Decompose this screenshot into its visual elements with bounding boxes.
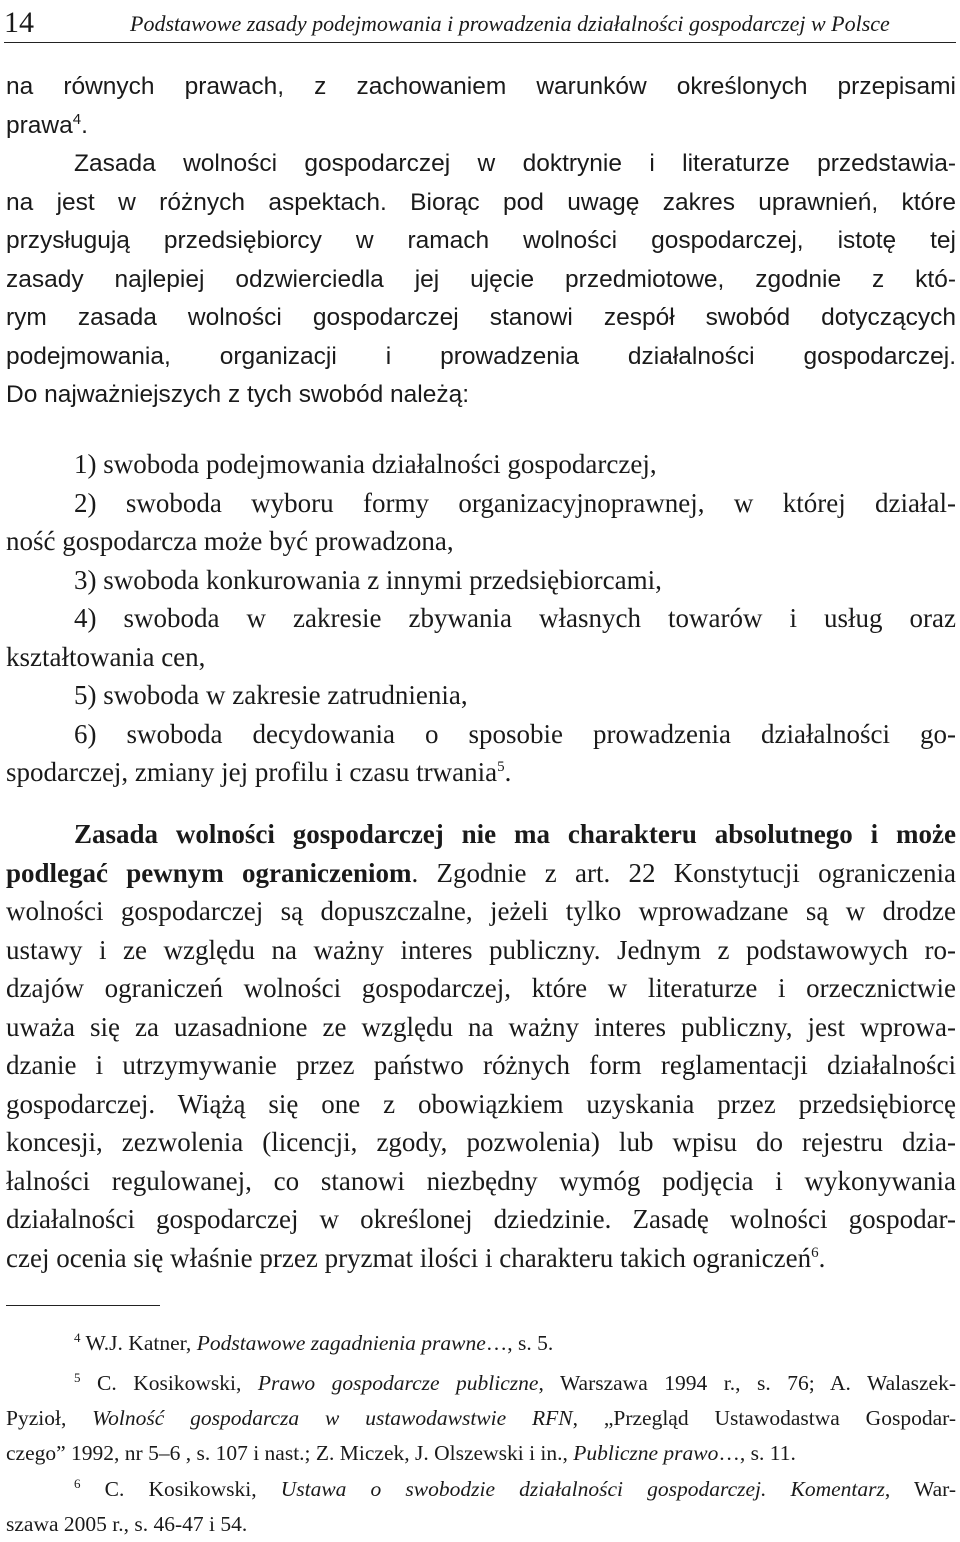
list-item-continuation: kształtowania cen, bbox=[6, 641, 206, 672]
list-item: 3) swoboda konkurowania z innymi przedsiębiorcami, bbox=[74, 564, 662, 595]
list-item-continuation: spodarczej, zmiany jej profilu i czasu trwania$^5$. bbox=[6, 757, 512, 787]
text-line: podlegać pewnym ograniczeniom. Zgodnie z art. 22 Konstytucji ograniczenia bbox=[6, 857, 956, 888]
footnote-ref-4: 4 bbox=[72, 110, 82, 128]
text-line: ustawy i ze względu na ważny interes publiczny. Jednym z podstawowych ro- bbox=[6, 934, 956, 965]
text-line: podejmowania, organizacji i prowadzenia działalności gospodarczej. bbox=[6, 342, 956, 370]
list-item: 2) swoboda wyboru formy organizacyjnoprawnej, w której działal- bbox=[74, 487, 956, 518]
list-item: 6) swoboda decydowania o sposobie prowadzenia działalności go- bbox=[74, 718, 956, 749]
running-header bbox=[4, 4, 956, 43]
bold-phrase: podlegać pewnym ograniczeniom bbox=[6, 857, 412, 888]
text-line: rym zasada wolności gospodarczej stanowi zespół swobód dotyczących bbox=[6, 304, 956, 331]
paragraph-limitations bbox=[6, 815, 956, 1277]
text-line: gospodarczej. Wiążą się one z obowiązkiem uzyskania przez przedsiębiorcę bbox=[6, 1088, 956, 1119]
text-line: Do najważniejszych z tych swobód należą: bbox=[6, 381, 470, 408]
footnote-line: $^4$ W.J. Katner, Podstawowe zagadnienia prawne…, s. 5. bbox=[74, 1329, 554, 1355]
text-line: zasady najlepiej odzwierciedla jej ujęcie przedmiotowe, zgodnie z któ- bbox=[6, 265, 956, 293]
footnote-mark: 4 bbox=[74, 1329, 81, 1345]
page-number: 14 bbox=[4, 6, 34, 39]
text-line: dzanie i utrzymywanie przez państwo różnych form reglamentacji działalności bbox=[6, 1050, 956, 1080]
text-line: koncesji, zezwolenia (licencji, zgody, pozwolenia) lub wpisu do rejestru dzia- bbox=[6, 1127, 956, 1157]
text-line: wolności gospodarczej są dopuszczalne, jeżeli tylko wprowadzane są w drodze bbox=[6, 896, 956, 926]
text-line: czej ocenia się właśnie przez pryzmat ilości i charakteru takich ograniczeń$^6$. bbox=[6, 1242, 826, 1273]
text-line: dzajów ograniczeń wolności gospodarczej, które w literaturze i orzecznictwie bbox=[6, 973, 956, 1003]
text-line: uważa się za uzasadnione ze względu na ważny interes publiczny, jest wprowa- bbox=[6, 1011, 956, 1042]
footnote-line: szawa 2005 r., s. 46-47 i 54. bbox=[6, 1512, 248, 1536]
footnote-divider bbox=[6, 1305, 160, 1306]
freedoms-list bbox=[6, 445, 956, 792]
footnote-6 bbox=[6, 1472, 956, 1542]
list-item-continuation: ność gospodarcza może być prowadzona, bbox=[6, 526, 454, 556]
bold-text-line: Zasada wolności gospodarczej nie ma charakteru absolutnego i może bbox=[74, 819, 956, 849]
footnote-line: $^5$ C. Kosikowski, Prawo gospodarcze publiczne, Warszawa 1994 r., s. 76; A. Walaszek- bbox=[74, 1369, 956, 1395]
footnote-mark: 6 bbox=[74, 1475, 81, 1491]
list-item: 5) swoboda w zakresie zatrudnienia, bbox=[74, 680, 468, 710]
running-title: Podstawowe zasady podejmowania i prowadzenia działalności gospodarczej w Polsce bbox=[130, 11, 890, 36]
text-line: Zasada wolności gospodarczej w doktrynie i literaturze przedstawia- bbox=[74, 150, 956, 177]
footnote-ref-6: 6 bbox=[811, 1244, 819, 1261]
footnote-mark: 5 bbox=[74, 1369, 81, 1385]
list-item: 4) swoboda w zakresie zbywania własnych towarów i usług oraz bbox=[74, 603, 956, 633]
text-line: działalności gospodarczej w określonej dziedzinie. Zasadę wolności gospodar- bbox=[6, 1204, 956, 1234]
paragraph-continuation bbox=[6, 68, 956, 145]
footnote-line: Pyzioł, Wolność gospodarcza w ustawodawstwie RFN, „Przegląd Ustawodastwa Gospodar- bbox=[6, 1406, 956, 1430]
text-line: łalności regulowanej, co stanowi niezbędny wymóg podjęcia i wykonywania bbox=[6, 1165, 956, 1196]
list-item: 1) swoboda podejmowania działalności gospodarczej, bbox=[74, 449, 657, 479]
footnote-ref-5: 5 bbox=[497, 759, 505, 775]
footnote-5 bbox=[6, 1366, 956, 1471]
text-line: prawa$^4$. bbox=[6, 110, 88, 139]
footnote-4 bbox=[6, 1326, 956, 1361]
footnote-line: czego” 1992, nr 5–6 , s. 107 i nast.; Z. Miczek, J. Olszewski i in., Publiczne prawo…, s. 11. bbox=[6, 1441, 796, 1465]
footnote-line: $^6$ C. Kosikowski, Ustawa o swobodzie działalności gospodarczej. Komentarz, War- bbox=[74, 1475, 956, 1501]
paragraph-freedom bbox=[6, 145, 956, 415]
text-line: na jest w różnych aspektach. Biorąc pod uwagę zakres uprawnień, które bbox=[6, 188, 956, 216]
text-line: na równych prawach, z zachowaniem warunków określonych przepisami bbox=[6, 73, 956, 100]
text-line: przysługują przedsiębiorcy w ramach wolności gospodarczej, istotę tej bbox=[6, 227, 956, 254]
